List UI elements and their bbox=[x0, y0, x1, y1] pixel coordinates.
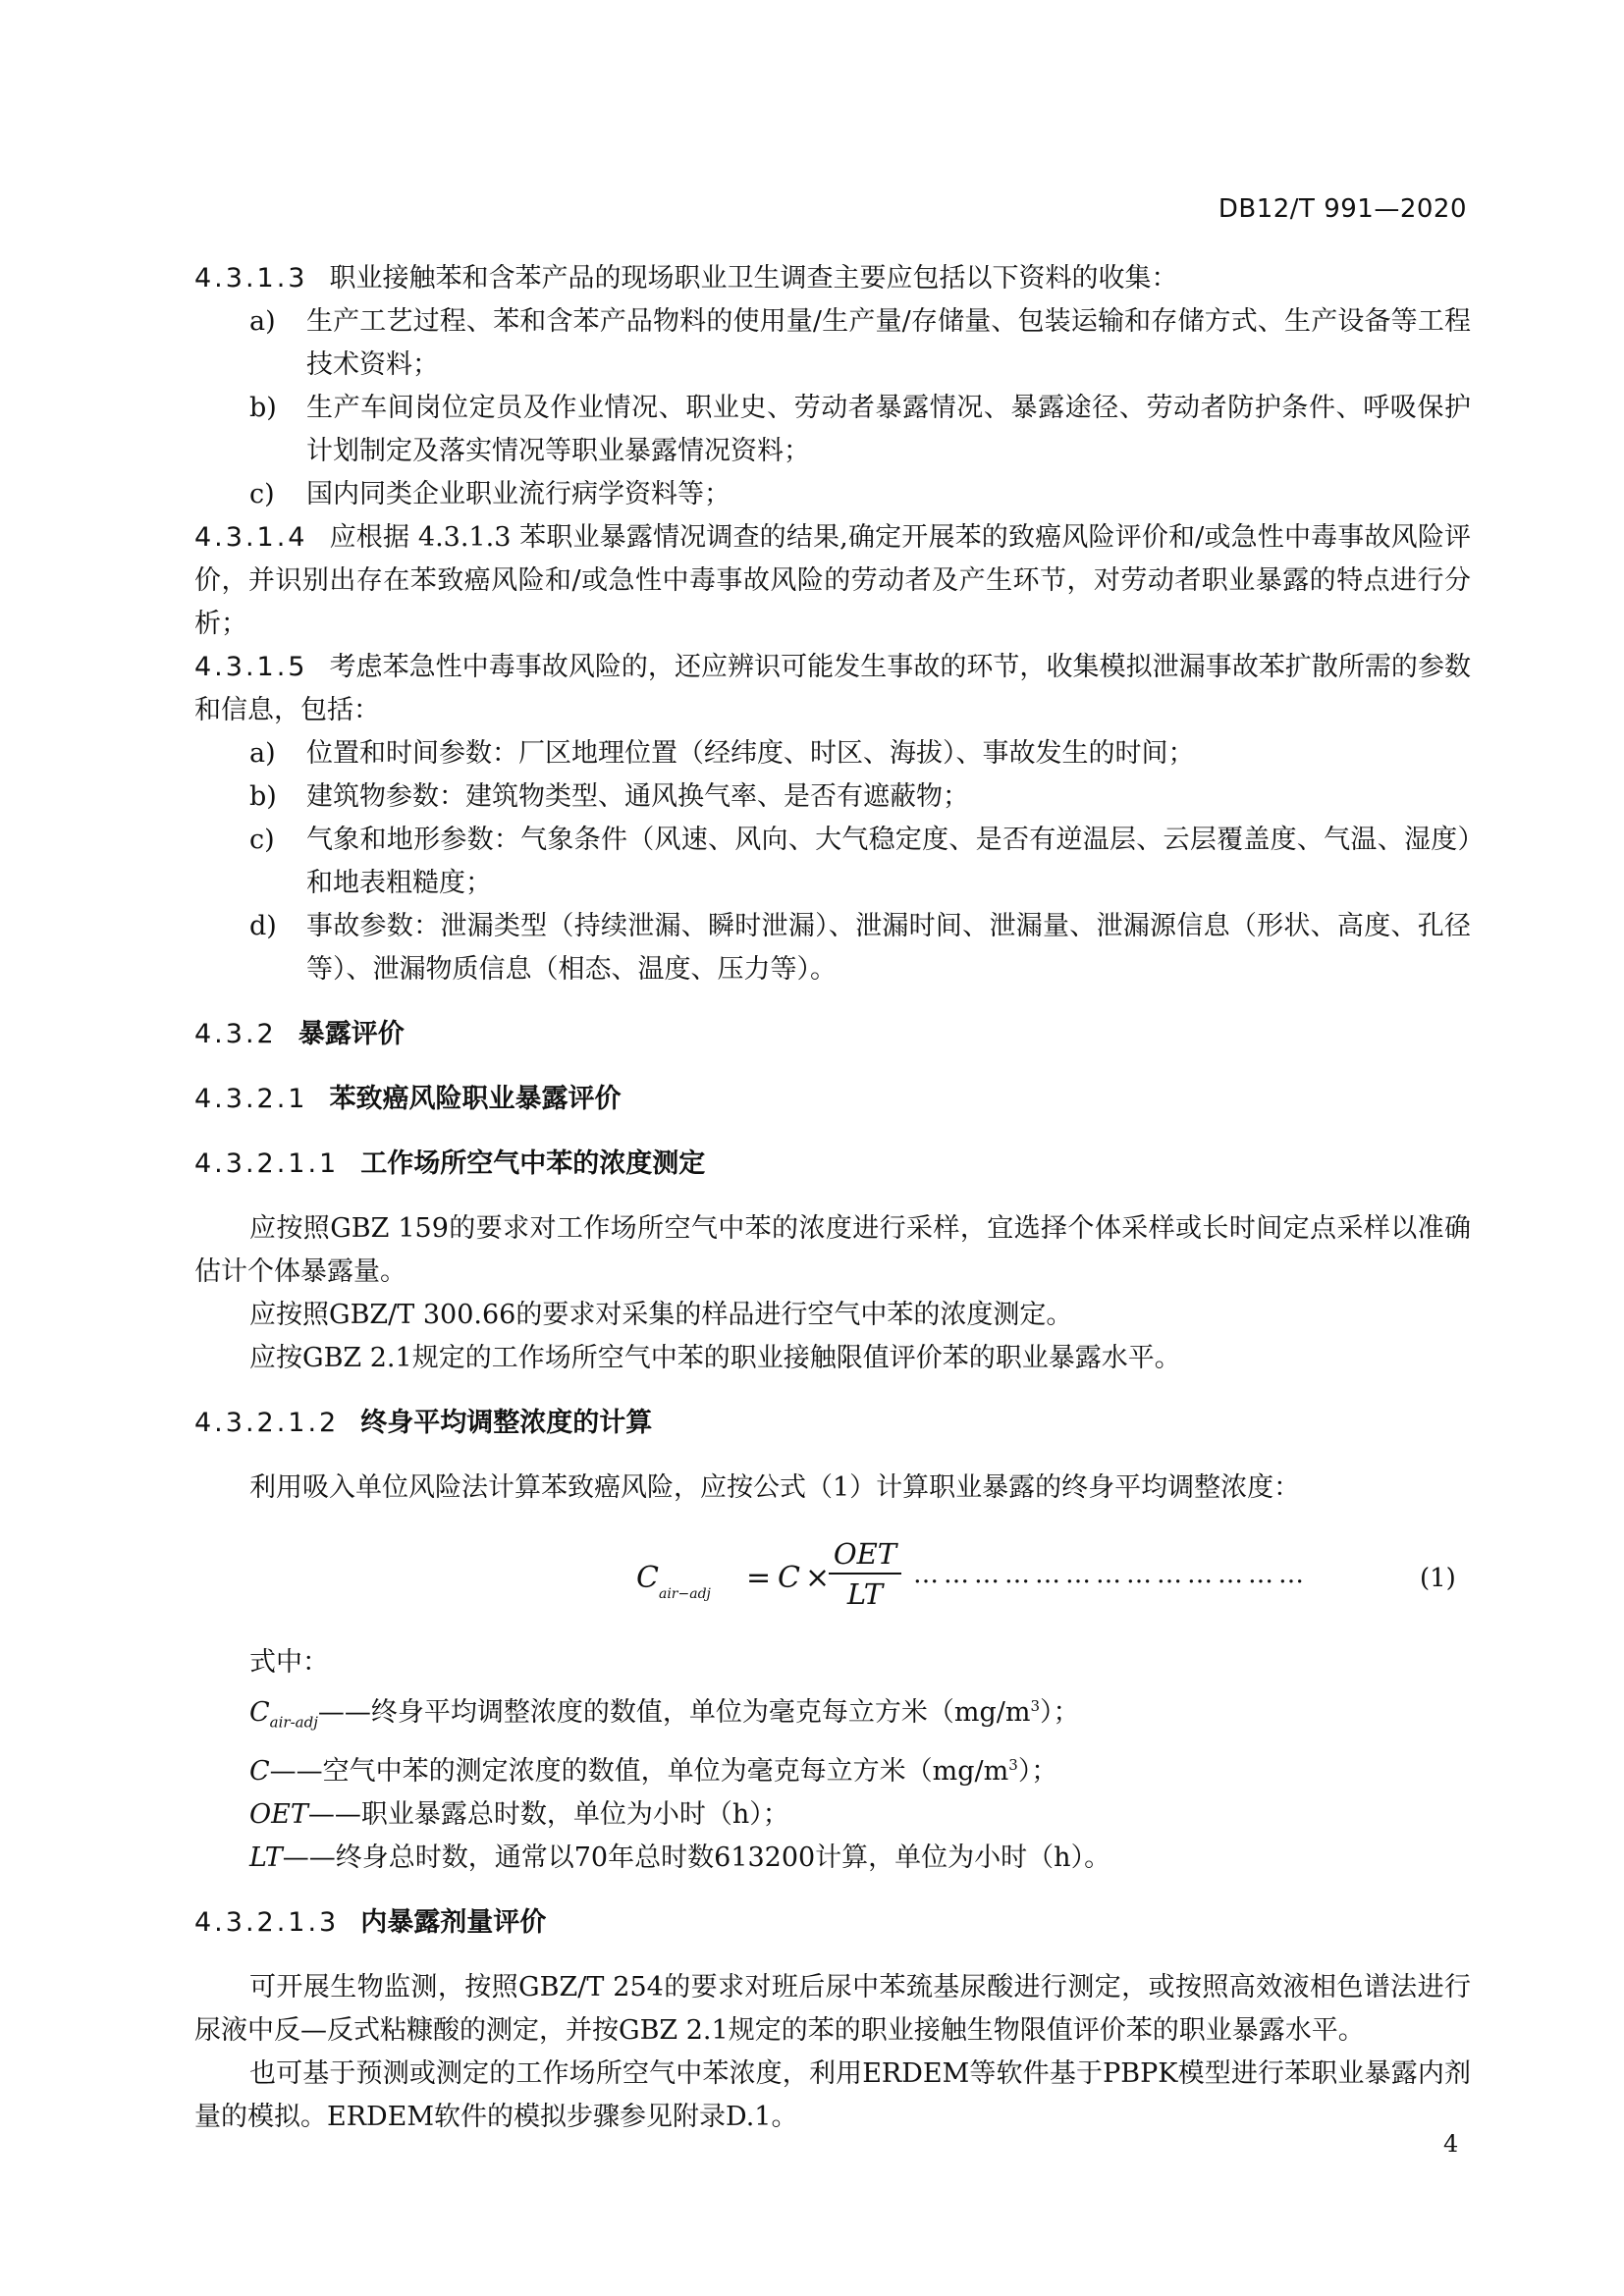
list-marker: b) bbox=[249, 781, 277, 812]
section-title: 工作场所空气中苯的浓度测定 bbox=[360, 1148, 706, 1179]
formula-fraction bbox=[829, 1535, 901, 1614]
list-item bbox=[194, 473, 1471, 516]
list-item-text: 国内同类企业职业流行病学资料等； bbox=[306, 479, 731, 509]
list-item-text: 建筑物参数：建筑物类型、通风换气率、是否有遮蔽物； bbox=[306, 781, 969, 812]
document-body bbox=[194, 257, 1471, 2139]
formula-number: (1) bbox=[1420, 1564, 1456, 1593]
definition-text: 职业暴露总时数，单位为小时（h）； bbox=[360, 1799, 789, 1831]
clause-text: 考虑苯急性中毒事故风险的，还应辨识可能发生事故的环节，收集模拟泄漏事故苯扩散所需的参数和信息，包括： bbox=[194, 652, 1471, 725]
paragraph: 应按照GBZ 159的要求对工作场所空气中苯的浓度进行采样，宜选择个体采样或长时间定点采样以准确估计个体暴露量。 bbox=[194, 1213, 1471, 1287]
definition-tail: ）； bbox=[1040, 1697, 1080, 1728]
list-marker: c) bbox=[249, 479, 275, 509]
paragraph: 应按GBZ 2.1规定的工作场所空气中苯的职业接触限值评价苯的职业暴露水平。 bbox=[249, 1343, 1181, 1373]
list-marker: a) bbox=[249, 738, 276, 769]
where-label: 式中： bbox=[249, 1647, 329, 1678]
definition-tail: ）； bbox=[1017, 1756, 1058, 1788]
list-marker: c) bbox=[249, 825, 275, 855]
clause-4-3-1-4 bbox=[194, 516, 1471, 646]
clause-text: 应根据 4.3.1.3 苯职业暴露情况调查的结果,确定开展苯的致癌风险评价和/或急性中毒事故风险评价，并识别出存在苯致癌风险和/或急性中毒事故风险的劳动者及产生环节，对劳动者职业暴露的特点进行分析； bbox=[194, 522, 1471, 639]
section-heading-4-3-2-1 bbox=[194, 1078, 1471, 1121]
variable-definition bbox=[249, 1684, 1471, 1743]
variable-definition bbox=[249, 1793, 1471, 1837]
document-code: DB12/T 991—2020 bbox=[1218, 194, 1467, 224]
section-heading-4-3-2-1-1 bbox=[194, 1143, 1471, 1186]
section-number: 4.3.2.1.2 bbox=[194, 1408, 340, 1438]
list-item bbox=[194, 387, 1471, 473]
variable-symbol bbox=[249, 1697, 318, 1732]
formula-symbol: C bbox=[636, 1561, 659, 1595]
fraction-denominator: LT bbox=[846, 1577, 884, 1611]
section-number: 4.3.2 bbox=[194, 1019, 277, 1049]
list-marker: d) bbox=[249, 911, 277, 941]
paragraph: 可开展生物监测，按照GBZ/T 254的要求对班后尿中苯巯基尿酸进行测定，或按照高效液相色谱法进行尿液中反—反式粘糠酸的测定，并按GBZ 2.1规定的苯的职业接触生物限值评价苯的职业暴露水平。 bbox=[194, 1972, 1471, 2047]
list-item bbox=[194, 775, 1471, 819]
formula-c: C bbox=[778, 1561, 800, 1595]
list-marker: b) bbox=[249, 393, 277, 423]
section-number: 4.3.2.1.1 bbox=[194, 1148, 340, 1179]
list-item bbox=[194, 905, 1471, 991]
clause-4-3-1-5 bbox=[194, 646, 1471, 732]
list-item-text: 气象和地形参数：气象条件（风速、风向、大气稳定度、是否有逆温层、云层覆盖度、气温、湿度）和地表粗糙度； bbox=[306, 825, 1471, 898]
section-title: 内暴露剂量评价 bbox=[360, 1907, 547, 1939]
list-item-text: 事故参数：泄漏类型（持续泄漏、瞬时泄漏）、泄漏时间、泄漏量、泄漏源信息（形状、高度、孔径等）、泄漏物质信息（相态、温度、压力等）。 bbox=[306, 911, 1471, 985]
variable-symbol: LT bbox=[249, 1842, 283, 1874]
formula-1 bbox=[194, 1535, 1471, 1633]
definition-dash: —— bbox=[307, 1799, 361, 1831]
variable-symbol: C bbox=[249, 1756, 270, 1788]
page-number: 4 bbox=[1443, 2130, 1459, 2158]
fraction-numerator: OET bbox=[829, 1535, 901, 1575]
variable-symbol: OET bbox=[249, 1799, 308, 1831]
clause-number: 4.3.1.5 bbox=[194, 652, 308, 682]
paragraph: 也可基于预测或测定的工作场所空气中苯浓度，利用ERDEM等软件基于PBPK模型进行苯职业暴露内剂量的模拟。ERDEM软件的模拟步骤参见附录D.1。 bbox=[194, 2058, 1471, 2133]
symbol-subscript: air-adj bbox=[269, 1713, 318, 1732]
clause-text: 职业接触苯和含苯产品的现场职业卫生调查主要应包括以下资料的收集： bbox=[329, 263, 1178, 294]
list-item bbox=[194, 819, 1471, 905]
list-item-text: 位置和时间参数：厂区地理位置（经纬度、时区、海拔）、事故发生的时间； bbox=[306, 738, 1195, 769]
superscript: 3 bbox=[1030, 1697, 1040, 1715]
superscript: 3 bbox=[1008, 1756, 1018, 1775]
section-title: 暴露评价 bbox=[298, 1019, 405, 1049]
section-heading-4-3-2 bbox=[194, 1013, 1471, 1056]
list-item bbox=[194, 300, 1471, 387]
section-heading-4-3-2-1-2 bbox=[194, 1402, 1471, 1445]
clause-4-3-1-3 bbox=[194, 257, 1471, 300]
variable-definition bbox=[249, 1837, 1471, 1880]
section-title: 终身平均调整浓度的计算 bbox=[360, 1408, 653, 1438]
paragraph: 应按照GBZ/T 300.66的要求对采集的样品进行空气中苯的浓度测定。 bbox=[249, 1300, 1073, 1330]
symbol-text: C bbox=[249, 1697, 270, 1728]
list-item bbox=[194, 732, 1471, 775]
list-marker: a) bbox=[249, 306, 276, 337]
formula-equals: = bbox=[746, 1561, 772, 1595]
clause-number: 4.3.1.4 bbox=[194, 522, 308, 553]
formula-lhs bbox=[636, 1557, 711, 1612]
section-number: 4.3.2.1 bbox=[194, 1084, 308, 1114]
list-item-text: 生产工艺过程、苯和含苯产品物料的使用量/生产量/存储量、包装运输和存储方式、生产设备等工程技术资料； bbox=[306, 306, 1471, 380]
variable-definition bbox=[249, 1743, 1471, 1793]
definition-text: 终身总时数，通常以70年总时数613200计算，单位为小时（h）。 bbox=[335, 1842, 1111, 1874]
paragraph: 利用吸入单位风险法计算苯致癌风险，应按公式（1）计算职业暴露的终身平均调整浓度： bbox=[249, 1472, 1301, 1503]
formula-times: × bbox=[805, 1561, 831, 1595]
section-title: 苯致癌风险职业暴露评价 bbox=[329, 1084, 622, 1114]
definition-dash: —— bbox=[317, 1697, 371, 1728]
definition-dash: —— bbox=[269, 1756, 323, 1788]
formula-leader-dots: ………………………………… bbox=[913, 1560, 1309, 1589]
list-item-text: 生产车间岗位定员及作业情况、职业史、劳动者暴露情况、暴露途径、劳动者防护条件、呼吸保护计划制定及落实情况等职业暴露情况资料； bbox=[306, 393, 1471, 466]
definition-text: 终身平均调整浓度的数值，单位为毫克每立方米（mg/m bbox=[370, 1697, 1031, 1728]
formula-subscript: air−adj bbox=[658, 1586, 711, 1602]
definition-dash: —— bbox=[282, 1842, 336, 1874]
section-heading-4-3-2-1-3 bbox=[194, 1901, 1471, 1945]
clause-number: 4.3.1.3 bbox=[194, 263, 308, 294]
definition-text: 空气中苯的测定浓度的数值，单位为毫克每立方米（mg/m bbox=[322, 1756, 1009, 1788]
section-number: 4.3.2.1.3 bbox=[194, 1907, 340, 1939]
